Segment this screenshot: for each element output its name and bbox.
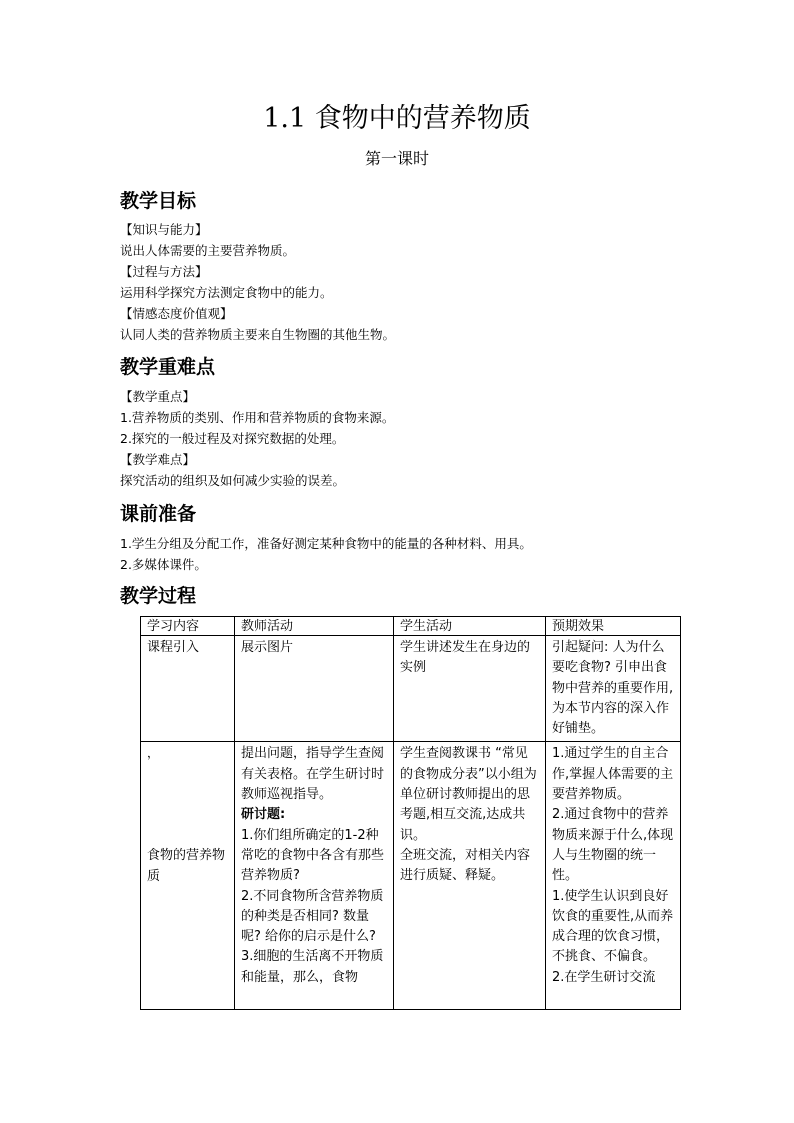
teaching-process-table bbox=[140, 616, 681, 1010]
page-subtitle: 第一课时 bbox=[364, 149, 429, 168]
table-header-row bbox=[141, 617, 681, 636]
table-cell-teacher: 展示图片 bbox=[235, 636, 394, 742]
table-row bbox=[141, 742, 681, 1010]
objectives-line: 说出人体需要的主要营养物质。 bbox=[120, 243, 296, 258]
objectives-line: 认同人类的营养物质主要来自生物圈的其他生物。 bbox=[120, 327, 396, 342]
table-header-cell: 学生活动 bbox=[394, 617, 546, 636]
expected-effect: 2.在学生研讨交流 bbox=[552, 969, 656, 985]
objectives-line: 【知识与能力】 bbox=[120, 222, 208, 237]
objectives-line: 【过程与方法】 bbox=[120, 264, 208, 279]
stray-mark: ， bbox=[147, 746, 160, 761]
section-heading-key-points: 教学重难点 bbox=[120, 356, 216, 378]
table-cell-content: 课程引入 bbox=[141, 636, 235, 742]
table-cell-effect bbox=[546, 742, 681, 1010]
table-header-cell: 学习内容 bbox=[141, 617, 235, 636]
table-cell-teacher bbox=[235, 742, 394, 1010]
key-points-line: 【教学难点】 bbox=[120, 452, 196, 467]
teacher-intro: 提出问题，指导学生查阅有关表格。在学生研讨时教师巡视指导。 bbox=[241, 746, 385, 803]
section-heading-objectives: 教学目标 bbox=[120, 190, 197, 212]
objectives-line: 运用科学探究方法测定食物中的能力。 bbox=[120, 285, 333, 300]
table-cell-content bbox=[141, 742, 235, 1010]
teacher-question: 2.不同食物所含营养物质的种类是否相同? 数量呢? 给你的启示是什么? bbox=[241, 888, 384, 945]
key-points-line: 2.探究的一般过程及对探究数据的处理。 bbox=[120, 431, 345, 446]
expected-effect: 1.使学生认识到良好饮食的重要性,从而养成合理的饮食习惯，不挑食、不偏食。 bbox=[552, 888, 674, 965]
page-title: 1.1 食物中的营养物质 bbox=[263, 103, 531, 134]
teacher-discussion-label: 研讨题: bbox=[241, 807, 286, 823]
section-heading-process: 教学过程 bbox=[120, 585, 197, 607]
expected-effect: 2.通过食物中的营养物质来源于什么,体现人与生物圈的统一性。 bbox=[552, 807, 674, 884]
expected-effect: 1.通过学生的自主合作,掌握人体需要的主要营养物质。 bbox=[552, 746, 674, 803]
preparation-line: 2.多媒体课件。 bbox=[120, 557, 207, 572]
key-points-line: 探究活动的组织及如何减少实验的误差。 bbox=[120, 473, 346, 488]
key-points-line: 1.营养物质的类别、作用和营养物质的食物来源。 bbox=[120, 410, 395, 425]
teacher-question: 1.你们组所确定的1-2种常吃的食物中各含有那些营养物质? bbox=[241, 827, 385, 884]
table-cell-student bbox=[394, 742, 546, 1010]
student-activity: 全班交流，对相关内容进行质疑、释疑。 bbox=[400, 847, 531, 884]
table-header-cell: 预期效果 bbox=[546, 617, 681, 636]
table-row bbox=[141, 636, 681, 742]
preparation-line: 1.学生分组及分配工作，准备好测定某种食物中的能量的各种材料、用具。 bbox=[120, 536, 532, 551]
table-cell-student: 学生讲述发生在身边的实例 bbox=[394, 636, 546, 742]
teacher-question: 3.细胞的生活离不开物质和能量，那么，食物 bbox=[241, 949, 384, 985]
objectives-line: 【情感态度价值观】 bbox=[120, 306, 233, 321]
table-header-cell: 教师活动 bbox=[235, 617, 394, 636]
key-points-line: 【教学重点】 bbox=[120, 389, 196, 404]
student-activity: 学生查阅教课书 “常见的食物成分表”以小组为单位研讨教师提出的思考题,相互交流,达成共识。 bbox=[400, 746, 537, 843]
table-cell-content-text: 食物的营养物质 bbox=[147, 848, 226, 884]
section-heading-preparation: 课前准备 bbox=[120, 503, 197, 525]
table-cell-effect: 引起疑问: 人为什么要吃食物? 引申出食物中营养的重要作用,为本节内容的深入作好铺垫。 bbox=[546, 636, 681, 742]
